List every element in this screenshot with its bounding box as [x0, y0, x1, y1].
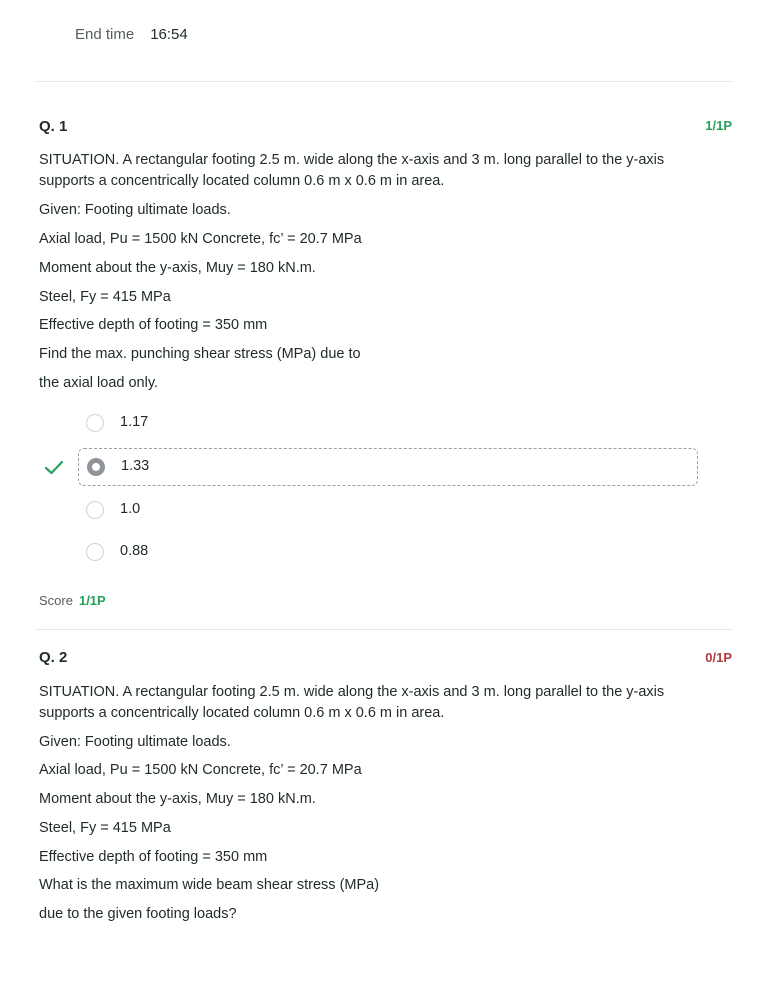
question-line: Axial load, Pu = 1500 kN Concrete, fc’ = 20.7 MPa: [39, 762, 362, 778]
end-time-value: 16:54: [150, 26, 188, 43]
question-line: Find the max. punching shear stress (MPa) due to: [39, 346, 361, 362]
question-line: the axial load only.: [39, 375, 159, 391]
question-line: Moment about the y-axis, Muy = 180 kN.m.: [39, 791, 316, 807]
question-line: Moment about the y-axis, Muy = 180 kN.m.: [39, 260, 316, 276]
question-line: SITUATION. A rectangular footing 2.5 m. wide along the x-axis and 3 m. long parallel to the y-axis supports a concentrically located column 0.6 m x 0.6 m in area.: [39, 152, 665, 189]
score-label: Score: [39, 593, 73, 608]
question-line: Given: Footing ultimate loads.: [39, 734, 231, 750]
check-icon: [44, 460, 64, 476]
question-line: Axial load, Pu = 1500 kN Concrete, fc’ = 20.7 MPa: [39, 231, 362, 247]
answer-option[interactable]: [78, 534, 698, 572]
question-line: Steel, Fy = 415 MPa: [39, 820, 171, 836]
score-value: 1/1P: [78, 593, 106, 608]
answer-option-label: 0.88: [120, 543, 149, 559]
divider: [35, 81, 733, 82]
end-time-label: End time: [75, 26, 135, 43]
divider: [35, 629, 733, 630]
question-line: SITUATION. A rectangular footing 2.5 m. wide along the x-axis and 3 m. long parallel to the y-axis supports a concentrically located column 0.6 m x 0.6 m in area.: [39, 684, 665, 721]
question-text: [39, 150, 679, 192]
radio-button-selected[interactable]: [87, 458, 105, 476]
score-row: [39, 593, 106, 608]
question-line: Effective depth of footing = 350 mm: [39, 849, 268, 865]
question-line: Given: Footing ultimate loads.: [39, 202, 231, 218]
answer-option-label: 1.33: [121, 458, 150, 474]
end-time-row: [75, 26, 188, 43]
answer-option-label: 1.0: [120, 501, 141, 517]
question-text: [39, 682, 679, 724]
question-points: 1/1P: [705, 118, 732, 133]
question-points: 0/1P: [705, 650, 732, 665]
radio-button[interactable]: [86, 414, 104, 432]
answer-option-label: 1.17: [120, 414, 149, 430]
question-line: Steel, Fy = 415 MPa: [39, 289, 171, 305]
question-number: Q. 1: [39, 118, 68, 135]
answer-option[interactable]: [78, 405, 698, 443]
radio-button[interactable]: [86, 543, 104, 561]
question-number: Q. 2: [39, 649, 68, 666]
question-line: Effective depth of footing = 350 mm: [39, 317, 268, 333]
answer-option-selected[interactable]: [78, 448, 698, 486]
question-line: due to the given footing loads?: [39, 906, 237, 922]
question-line: What is the maximum wide beam shear stress (MPa): [39, 877, 380, 893]
answer-option[interactable]: [78, 492, 698, 530]
radio-button[interactable]: [86, 501, 104, 519]
